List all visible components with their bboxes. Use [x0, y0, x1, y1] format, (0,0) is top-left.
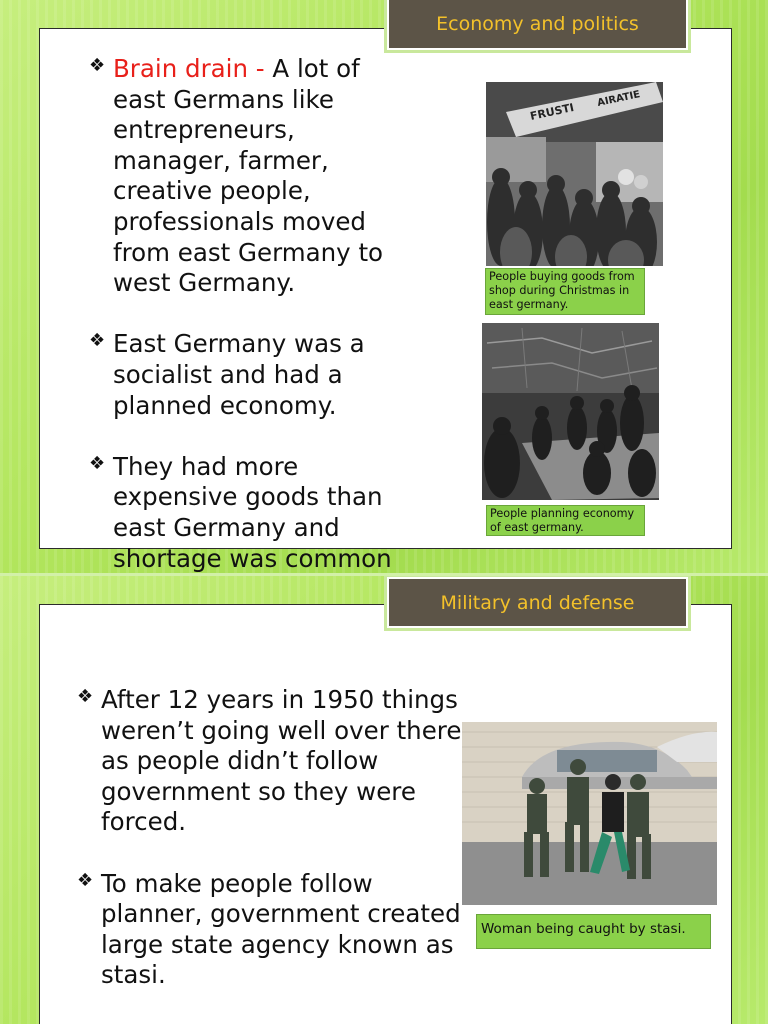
diamond-bullet-icon: ❖ — [77, 869, 94, 891]
diamond-bullet-icon: ❖ — [89, 452, 106, 474]
bullet-list — [89, 54, 419, 574]
planning-meeting-photo — [482, 323, 659, 500]
bullet-text: They had more expensive goods than east Germany and shortage was common — [113, 451, 392, 573]
bullet-item — [89, 452, 419, 574]
diamond-bullet-icon: ❖ — [89, 330, 106, 352]
photo-caption: Woman being caught by stasi. — [476, 914, 711, 949]
shop-sign-text: AIRATIE — [596, 89, 642, 109]
diamond-bullet-icon: ❖ — [77, 686, 94, 707]
slide-title: Military and defense — [389, 579, 686, 626]
bullet-text: To make people follow planner, government created large state agency known as stasi. — [101, 868, 461, 990]
diamond-bullet-icon: ❖ — [89, 55, 106, 76]
shop-crowd-photo — [486, 82, 663, 266]
photo-caption: People buying goods from shop during Christmas in east germany. — [485, 268, 645, 315]
bullet-text: A lot of east Germans like entrepreneurs, manager, farmer, creative people, professionals moved from east Germany to west Germany. — [113, 54, 384, 298]
bullet-item — [89, 54, 419, 299]
bullet-item — [77, 685, 462, 838]
photo-caption: People planning economy of east germany. — [486, 505, 645, 536]
slide-military — [0, 576, 768, 1024]
bullet-list — [77, 685, 462, 991]
bullet-text: East Germany was a socialist and had a planned economy. — [113, 329, 365, 420]
bullet-highlight: Brain drain - — [113, 54, 273, 83]
bullet-item — [89, 329, 419, 421]
arrest-photo — [462, 722, 717, 905]
bullet-item — [77, 869, 462, 991]
shop-sign-text: FRUSTI — [528, 100, 576, 123]
slide-title: Economy and politics — [389, 0, 686, 48]
bullet-text: After 12 years in 1950 things weren’t going well over there as people didn’t follow government so they were forced. — [101, 685, 462, 837]
